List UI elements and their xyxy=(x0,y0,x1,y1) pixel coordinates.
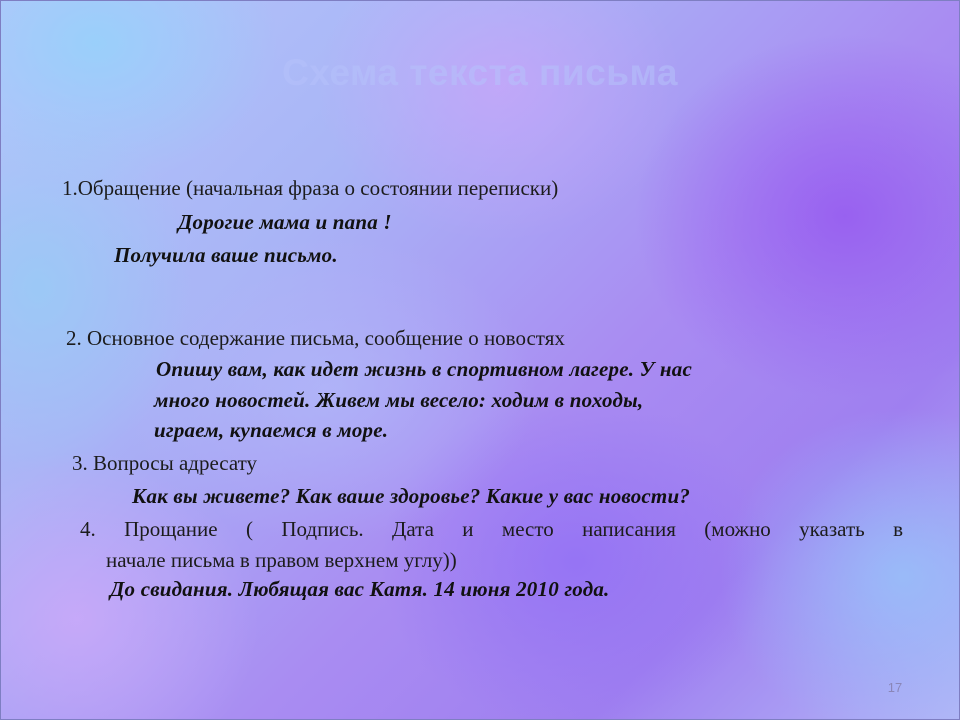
section-4-heading-line-1: 4. Прощание ( Подпись. Дата и место написания (можно указать в xyxy=(80,517,903,541)
section-2-example-line-1: Опишу вам, как идет жизнь в спортивном лагере. У нас xyxy=(156,357,692,381)
page-number: 17 xyxy=(887,680,903,695)
section-4-heading xyxy=(80,514,903,576)
section-2-heading: 2. Основное содержание письма, сообщение о новостях xyxy=(66,326,565,350)
section-3-example-questions: Как вы живете? Как ваше здоровье? Какие у вас новости? xyxy=(132,484,691,508)
section-2-example-line-2: много новостей. Живем мы весело: ходим в походы, xyxy=(154,388,644,412)
section-4-example-signature: До свидания. Любящая вас Катя. 14 июня 2010 года. xyxy=(110,577,610,601)
section-1-example-opening: Получила ваше письмо. xyxy=(114,243,338,267)
section-1-example-greeting: Дорогие мама и папа ! xyxy=(178,210,392,234)
slide-title: Схема текста письма xyxy=(282,52,678,93)
section-3-heading: 3. Вопросы адресату xyxy=(72,451,258,475)
section-1-heading: 1.Обращение (начальная фраза о состоянии переписки) xyxy=(62,176,559,200)
section-2-example-line-3: играем, купаемся в море. xyxy=(154,418,389,442)
section-4-heading-line-2: начале письма в правом верхнем углу)) xyxy=(106,548,457,572)
